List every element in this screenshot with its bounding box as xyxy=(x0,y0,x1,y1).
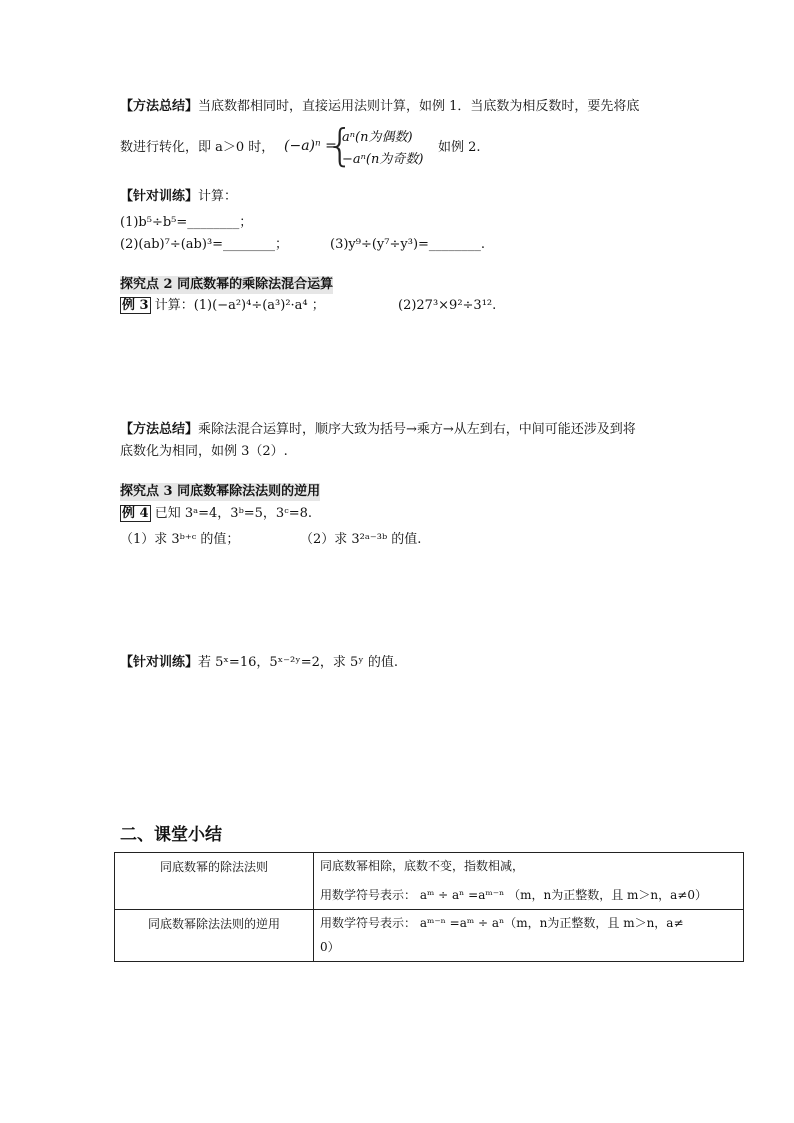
example-3-part2: (2)27³×9²÷3¹². xyxy=(398,298,497,313)
training-1-item-2: (2)(ab)⁷÷(ab)³=________； xyxy=(120,237,289,252)
training-1-item-3: (3)y⁹÷(y⁷÷y³)=________. xyxy=(330,237,486,252)
example-4-question-1: （1）求 3ᵇ⁺ᶜ 的值； xyxy=(120,532,240,547)
summary-rule-name: 同底数幂的除法法则 xyxy=(115,853,314,910)
method-summary-line2-pre: 数进行转化，即 a＞0 时， xyxy=(120,140,275,155)
method-summary-1-line2 xyxy=(120,139,274,157)
left-brace-icon: { xyxy=(326,120,354,171)
training-1-header xyxy=(120,188,237,206)
summary-rule-name: 同底数幂除法法则的逆用 xyxy=(115,909,314,962)
formula-case-odd: −aⁿ(n为奇数) xyxy=(342,152,424,167)
summary-rule-line2: 用数学符号表示： aᵐ ÷ aⁿ =aᵐ⁻ⁿ （m，n为正整数，且 m＞n，a≠0） xyxy=(320,887,707,902)
formula-case-even: aⁿ(n为偶数) xyxy=(342,130,413,145)
table-row xyxy=(115,909,744,962)
example-3-tag: 例 3 xyxy=(122,298,149,313)
summary-rule-line1: 同底数幂相除，底数不变，指数相减， xyxy=(320,859,525,873)
example-3 xyxy=(120,297,325,315)
method-summary-tag: 【方法总结】 xyxy=(120,99,199,114)
training-1-item-1: (1)b⁵÷b⁵=________； xyxy=(120,215,253,230)
example-4-question-2: （2）求 3²ᵃ⁻³ᵇ 的值. xyxy=(300,532,422,547)
training-2-tag: 【针对训练】 xyxy=(120,655,199,670)
training-title: 计算： xyxy=(198,189,238,204)
summary-rule-content xyxy=(314,853,744,910)
training-2 xyxy=(120,654,398,672)
summary-table xyxy=(114,852,744,962)
summary-rule-content xyxy=(314,909,744,962)
method-summary-2-line1 xyxy=(120,421,636,439)
summary-rule-line1: 用数学符号表示： aᵐ⁻ⁿ =aᵐ ÷ aⁿ（m，n为正整数，且 m＞n，a≠ xyxy=(320,915,684,930)
method-summary-2-line2: 底数化为相同，如例 3（2）. xyxy=(120,444,288,459)
method-summary-line2-post: 如例 2. xyxy=(438,140,481,155)
method-summary-text: 当底数都相同时，直接运用法则计算，如例 1．当底数为相反数时，要先将底 xyxy=(198,99,640,114)
explore-point-2-heading: 探究点 2 同底数幂的乘除法混合运算 xyxy=(120,277,334,292)
table-row xyxy=(115,853,744,910)
example-4 xyxy=(120,505,312,523)
training-2-text: 若 5ˣ=16，5ˣ⁻²ʸ=2，求 5ʸ 的值. xyxy=(198,655,399,670)
training-tag: 【针对训练】 xyxy=(120,189,199,204)
method-summary-2-text: 乘除法混合运算时，顺序大致为括号→乘方→从左到右，中间可能还涉及到将 xyxy=(198,422,636,437)
method-summary-2-tag: 【方法总结】 xyxy=(120,422,199,437)
summary-rule-line2: 0） xyxy=(320,940,340,955)
example-3-text: 计算：(1)(−a²)⁴÷(a³)²·a⁴ ； xyxy=(150,298,325,313)
example-4-tag: 例 4 xyxy=(122,506,149,521)
class-summary-title: 二、课堂小结 xyxy=(120,825,222,845)
example-4-text: 已知 3ᵃ=4，3ᵇ=5，3ᶜ=8. xyxy=(150,506,312,521)
formula-lhs: (−a)ⁿ = xyxy=(284,138,337,154)
method-summary-1-line1 xyxy=(120,98,639,116)
explore-point-3-heading: 探究点 3 同底数幂除法法则的逆用 xyxy=(120,484,321,499)
